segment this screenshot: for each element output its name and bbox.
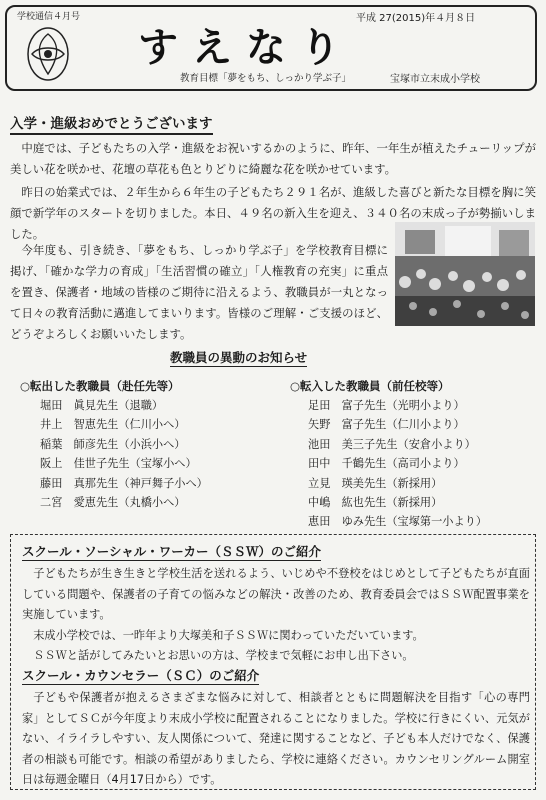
- departed-staff-heading: ○転出した教職員（赴任先等）: [20, 379, 180, 393]
- greeting-paragraph-1: 中庭では、子どもたちの入学・進級をお祝いするかのように、昨年、一年生が植えたチューリップが美しい花を咲かせ、花壇の草花も色とりどりに綺麗な花を咲かせています。: [10, 141, 536, 176]
- list-item: 阪上 佳世子先生（宝塚小へ）: [40, 457, 197, 471]
- sc-title: スクール・カウンセラー（ＳＣ）のご紹介: [22, 668, 260, 683]
- list-item: 藤田 真那先生（神戸舞子小へ）: [40, 476, 208, 490]
- greeting-title: 入学・進級おめでとうございます: [10, 116, 213, 135]
- list-item: 恵田 ゆみ先生（宝塚第一小より）: [308, 515, 488, 529]
- ssw-paragraph-1: 子どもたちが生き生きと学校生活を送れるよう、いじめや不登校をはじめとして子どもたちが直面している問題や、保護者の子育ての悩みなどの解決・改善のため、教育委員会ではＳＳＷ配置事業を実施しています。: [22, 567, 530, 621]
- list-item: 二宮 愛恵先生（丸橋小へ）: [40, 496, 186, 510]
- ssw-title: スクール・ソーシャル・ワーカー（ＳＳＷ）のご紹介: [22, 544, 322, 559]
- school-name: 宝塚市立末成小学校: [390, 74, 480, 85]
- list-item: 田中 千鶴先生（高司小より）: [308, 457, 465, 471]
- departed-staff-list: [40, 396, 208, 512]
- school-motto: 教育目標「夢をもち、しっかり学ぶ子」: [180, 73, 352, 84]
- greeting-paragraph-3: 今年度も、引き続き、「夢をもち、しっかり学ぶ子」を学校教育目標に掲げ、「確かな学力の育成」「生活習慣の確立」「人権教育の充実」に重点を置き、保護者・地域の皆様のご期待に沿えるよう、教職員が一丸となって日々の教育活動に邁進してまいります。皆様のご理解・ご支援のほど、どうぞよろしくお願いいたします。: [10, 243, 388, 341]
- list-item: 立見 瑛美先生（新採用）: [308, 476, 443, 490]
- school-emblem-icon: [23, 24, 73, 84]
- list-item: 井上 智恵先生（仁川小へ）: [40, 418, 186, 432]
- list-item: 堀田 眞見先生（退職）: [40, 399, 164, 412]
- list-item: 池田 美三子先生（安倉小より）: [308, 437, 476, 451]
- issue-date: 平成 27(2015)年４月８日: [356, 13, 476, 24]
- issue-label: 学校通信４月号: [17, 12, 81, 22]
- list-item: 稲葉 師彦先生（小浜小へ）: [40, 437, 186, 451]
- greeting-paragraph-2: 昨日の始業式では、２年生から６年生の子どもたち２９１名が、進級した喜びと新たな目標を胸に笑顔で新学年のスタートを切りました。本日、４９名の新入生を迎え、３４０名の末成っ子が勢揃いしました。: [10, 185, 536, 241]
- arrived-staff-list: [308, 396, 487, 532]
- list-item: 足田 富子先生（光明小より）: [308, 399, 465, 412]
- ssw-paragraph-3: ＳＳＷと話がしてみたいとお思いの方は、学校まで気軽にお申し出下さい。: [33, 649, 414, 662]
- school-photo: [395, 222, 535, 326]
- ssw-paragraph-2: 末成小学校では、一昨年より大塚美和子ＳＳＷに関わっていただいています。: [33, 629, 424, 642]
- staff-section-title: 教職員の異動のお知らせ: [170, 350, 308, 365]
- newsletter-title: すえなり: [138, 24, 354, 71]
- list-item: 矢野 富子先生（仁川小より）: [308, 418, 465, 432]
- list-item: 中嶋 紘也先生（新採用）: [308, 496, 443, 510]
- arrived-staff-heading: ○転入した教職員（前任校等）: [290, 379, 450, 393]
- sc-paragraph: 子どもや保護者が抱えるさまざまな悩みに対して、相談者とともに問題解決を目指す「心の専門家」としてＳＣが今年度より末成小学校に配置されることになりました。学校に行きにくい、元気がない、イライラしやすい、友人関係について、発達に関することなど、子ども本人だけでなく、保護者の相談も可能です。相談の希望がありましたら、学校に連絡ください。カウンセリングルーム開室日は毎週金曜日（4月17日から）です。: [22, 691, 530, 786]
